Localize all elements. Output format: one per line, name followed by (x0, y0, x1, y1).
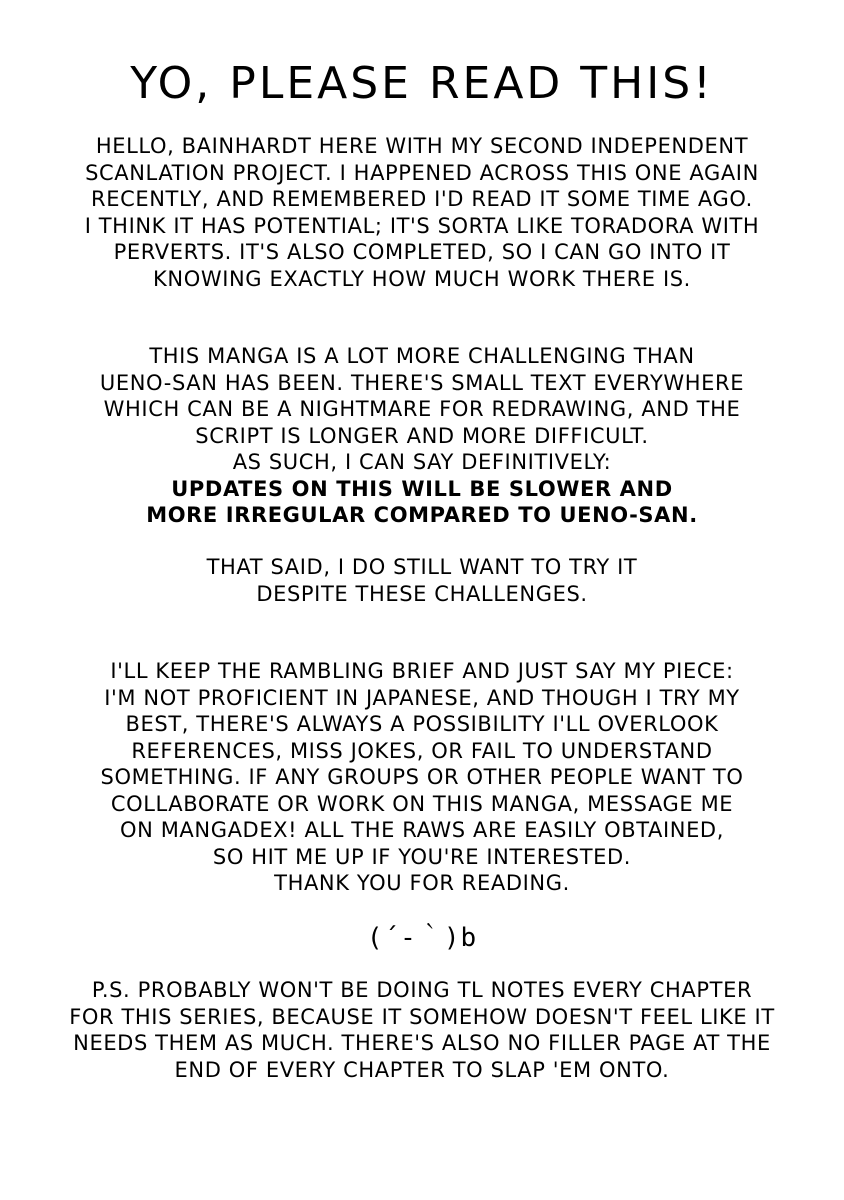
text-line: BEST, THERE'S ALWAYS A POSSIBILITY I'LL OVERLOOK (125, 712, 719, 736)
text-line: SO HIT ME UP IF YOU'RE INTERESTED. (212, 844, 632, 869)
text-line: REFERENCES, MISS JOKES, OR FAIL TO UNDERSTAND (131, 738, 713, 763)
text-line: SOMETHING. IF ANY GROUPS OR OTHER PEOPLE WANT TO (100, 765, 744, 789)
text-line: THANK YOU FOR READING. (274, 871, 570, 895)
text-line: SCRIPT IS LONGER AND MORE DIFFICULT. (195, 423, 649, 448)
text-line: END OF EVERY CHAPTER TO SLAP 'EM ONTO. (174, 1057, 670, 1082)
text-line: THAT SAID, I DO STILL WANT TO TRY IT (206, 555, 638, 579)
text-line: I THINK IT HAS POTENTIAL; IT'S SORTA LIKE TORADORA WITH (84, 213, 760, 238)
text-line: ON MANGADEX! ALL THE RAWS ARE EASILY OBTAINED, (120, 818, 724, 842)
challenge-paragraph (40, 343, 804, 529)
text-line: PERVERTS. IT'S ALSO COMPLETED, SO I CAN GO INTO IT (113, 240, 731, 264)
postscript-paragraph (40, 977, 804, 1083)
text-line: RECENTLY, AND REMEMBERED I'D READ IT SOME TIME AGO. (91, 187, 753, 211)
emphasis-line: MORE IRREGULAR COMPARED TO UENO-SAN. (146, 503, 698, 527)
text-line: I'M NOT PROFICIENT IN JAPANESE, AND THOUGH I TRY MY (104, 685, 740, 710)
text-line: AS SUCH, I CAN SAY DEFINITIVELY: (232, 450, 612, 474)
text-line: THIS MANGA IS A LOT MORE CHALLENGING THAN (149, 344, 695, 368)
emphasis-line: UPDATES ON THIS WILL BE SLOWER AND (171, 476, 673, 501)
text-line: DESPITE THESE CHALLENGES. (256, 581, 588, 606)
text-line: COLLABORATE OR WORK ON THIS MANGA, MESSAGE ME (110, 791, 734, 816)
emoticon: (´-｀)b (366, 923, 478, 953)
rambling-paragraph (40, 658, 804, 897)
text-line: SCANLATION PROJECT. I HAPPENED ACROSS THIS ONE AGAIN (85, 160, 759, 185)
text-line: FOR THIS SERIES, BECAUSE IT SOMEHOW DOESN'T FEEL LIKE IT (69, 1004, 775, 1029)
still-want-paragraph (40, 554, 804, 607)
text-line: HELLO, BAINHARDT HERE WITH MY SECOND INDEPENDENT (95, 134, 749, 158)
text-line: P.S. PROBABLY WON'T BE DOING TL NOTES EVERY CHAPTER (91, 978, 753, 1002)
text-line: UENO-SAN HAS BEEN. THERE'S SMALL TEXT EVERYWHERE (99, 370, 745, 395)
intro-paragraph (40, 133, 804, 292)
text-line: NEEDS THEM AS MUCH. THERE'S ALSO NO FILLER PAGE AT THE (73, 1031, 771, 1055)
text-line: WHICH CAN BE A NIGHTMARE FOR REDRAWING, AND THE (103, 397, 741, 421)
page-title: YO, PLEASE READ THIS! (130, 58, 714, 109)
text-line: KNOWING EXACTLY HOW MUCH WORK THERE IS. (153, 266, 691, 291)
text-line: I'LL KEEP THE RAMBLING BRIEF AND JUST SAY MY PIECE: (110, 659, 734, 683)
